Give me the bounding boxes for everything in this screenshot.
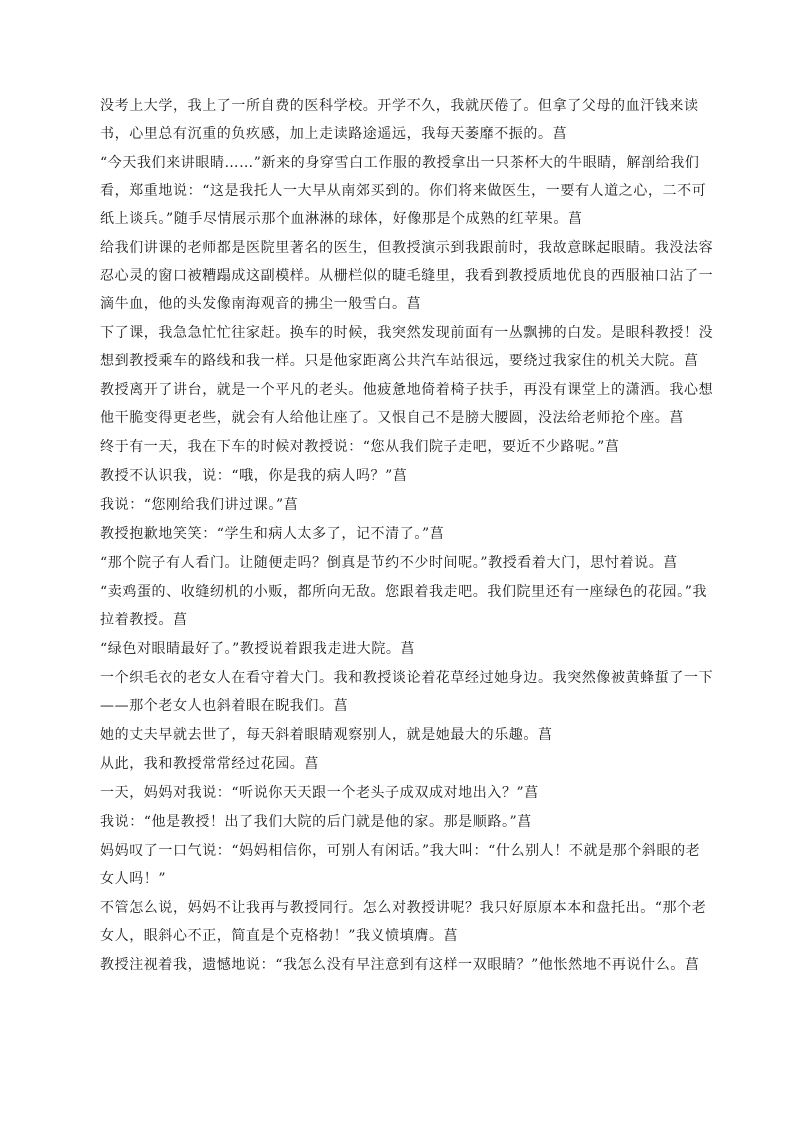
paragraph-7: 教授不认识我，说：“哦，你是我的病人吗？”菖 — [100, 468, 408, 484]
paragraph-5: 教授离开了讲台，就是一个平凡的老头。他疲惫地倚着椅子扶手，再没有课堂上的潇洒。我心想他干脆变得更老些，就会有人给他让座了。又恨自己不是膀大腰圆，没法给老师抢个座。菖 — [100, 382, 714, 426]
paragraph-2: “今天我们来讲眼睛……”新来的身穿雪白工作服的教授拿出一只茶杯大的牛眼睛，解剖给我们看，郑重地说：“这是我托人一大早从南郊买到的。你们将来做医生，一要有人道之心，二不可纸上谈兵。”随手尽情展示那个血淋淋的球体，好像那是个成熟的红苹果。菖 — [100, 155, 707, 227]
paragraph-20: 教授注视着我，遗憾地说：“我怎么没有早注意到有这样一双眼睛？”他怅然地不再说什么。菖 — [100, 957, 700, 973]
paragraph-3: 给我们讲课的老师都是医院里著名的医生，但教授演示到我跟前时，我故意眯起眼睛。我没法容忍心灵的窗口被糟蹋成这副模样。从栅栏似的睫毛缝里，我看到教授质地优良的西服袖口沾了一滴牛血，他的头发像南海观音的拂尘一般雪白。菖 — [100, 240, 714, 312]
paragraph-16: 一天，妈妈对我说：“听说你天天跟一个老头子成双成对地出入？”菖 — [100, 785, 539, 801]
paragraph-8: 我说：“您刚给我们讲过课。”菖 — [100, 497, 299, 513]
paragraph-11: “卖鸡蛋的、收缝纫机的小贩，都所向无敌。您跟着我走吧。我们院里还有一座绿色的花园。”我拉着教授。菖 — [100, 584, 708, 628]
paragraph-1: 没考上大学，我上了一所自费的医科学校。开学不久，我就厌倦了。但拿了父母的血汗钱来读书，心里总有沉重的负疚感，加上走读路途遥远，我每天萎靡不振的。菖 — [100, 98, 699, 142]
paragraph-18: 妈妈叹了一口气说：“妈妈相信你，可别人有闲话。”我大叫：“什么别人！不就是那个斜眼的老女人吗！” — [100, 843, 701, 887]
paragraph-17: 我说：“他是教授！出了我们大院的后门就是他的家。那是顺路。”菖 — [100, 814, 532, 830]
paragraph-4: 下了课，我急急忙忙往家赶。换车的时候，我突然发现前面有一丛飘拂的白发。是眼科教授！没想到教授乘车的路线和我一样。只是他家距离公共汽车站很远，要绕过我家住的机关大院。菖 — [100, 325, 714, 369]
paragraph-9: 教授抱歉地笑笑：“学生和病人太多了，记不清了。”菖 — [100, 526, 445, 542]
paragraph-10: “那个院子有人看门。让随便走吗？倒真是节约不少时间呢。”教授看着大门，思忖着说。菖 — [100, 555, 678, 571]
paragraph-12: “绿色对眼睛最好了。”教授说着跟我走进大院。菖 — [100, 641, 416, 657]
paragraph-15: 从此，我和教授常常经过花园。菖 — [100, 756, 319, 772]
document-body — [100, 92, 714, 980]
paragraph-19: 不管怎么说，妈妈不让我再与教授同行。怎么对教授讲呢？我只好原原本本和盘托出。“那个老女人，眼斜心不正，简直是个克格勃！”我义愤填膺。菖 — [100, 900, 707, 944]
paragraph-13: 一个织毛衣的老女人在看守着大门。我和教授谈论着花草经过她身边。我突然像被黄蜂蜇了一下——那个老女人也斜着眼在睨我们。菖 — [100, 670, 714, 714]
paragraph-14: 她的丈夫早就去世了，每天斜着眼睛观察别人，就是她最大的乐趣。菖 — [100, 727, 553, 743]
paragraph-6: 终于有一天，我在下车的时候对教授说：“您从我们院子走吧，要近不少路呢。”菖 — [100, 439, 620, 455]
